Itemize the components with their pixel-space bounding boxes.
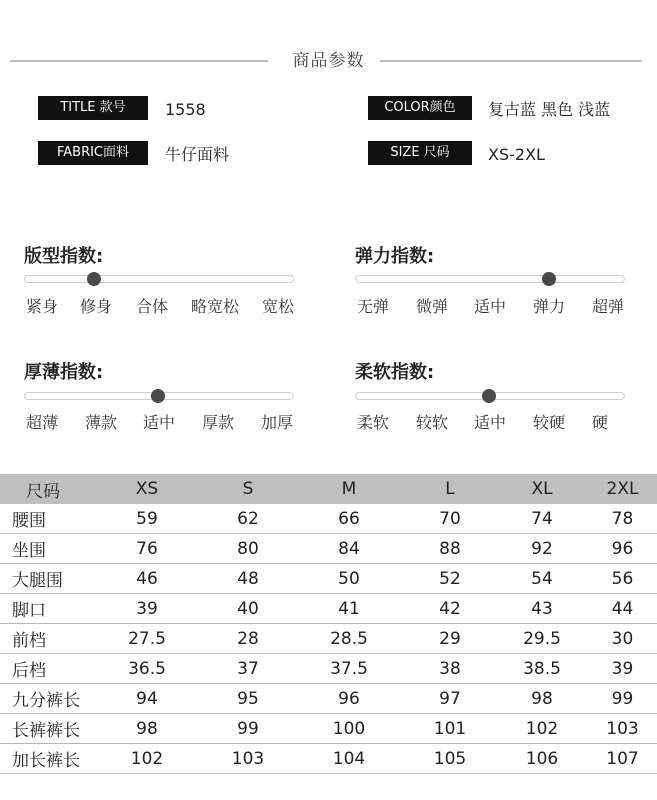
- table-cell: 94: [92, 684, 202, 714]
- table-cell: 104: [294, 744, 404, 774]
- table-cell: 106: [496, 744, 588, 774]
- row-label-cell: 腰围: [0, 504, 92, 534]
- table-cell: 37: [202, 654, 294, 684]
- row-label-cell: 坐围: [0, 534, 92, 564]
- table-cell: 80: [202, 534, 294, 564]
- row-label-cell: 长裤裤长: [0, 714, 92, 744]
- table-cell: 74: [496, 504, 588, 534]
- softness-index-marker: [482, 389, 496, 403]
- header-cell: 尺码: [0, 474, 92, 504]
- table-row: [0, 744, 657, 774]
- table-row: [0, 624, 657, 654]
- table-cell: 96: [294, 684, 404, 714]
- table-cell: 52: [404, 564, 496, 594]
- elasticity-index-title: 弹力指数:: [355, 246, 435, 267]
- table-cell: 105: [404, 744, 496, 774]
- table-row: [0, 504, 657, 534]
- table-cell: 95: [202, 684, 294, 714]
- table-cell: 48: [202, 564, 294, 594]
- row-label-cell: 大腿围: [0, 564, 92, 594]
- title-value: 1558: [165, 100, 206, 119]
- softness-index-title: 柔软指数:: [355, 362, 435, 383]
- table-cell: 28.5: [294, 624, 404, 654]
- table-row: [0, 684, 657, 714]
- fit-level-label: 宽松: [261, 297, 294, 316]
- table-cell: 70: [404, 504, 496, 534]
- table-cell: 41: [294, 594, 404, 624]
- row-label-cell: 后档: [0, 654, 92, 684]
- fit-index-track: [24, 275, 294, 283]
- table-cell: 78: [588, 504, 657, 534]
- fit-index-marker: [87, 272, 101, 286]
- table-cell: 36.5: [92, 654, 202, 684]
- title-tag: TITLE 款号: [38, 96, 148, 120]
- thickness-level-label: 超薄: [25, 413, 58, 432]
- size-chart-table: [0, 474, 657, 774]
- table-cell: 30: [588, 624, 657, 654]
- fabric-tag: FABRIC面料: [38, 141, 148, 165]
- table-cell: 42: [404, 594, 496, 624]
- table-cell: 46: [92, 564, 202, 594]
- softness-level-label: 较硬: [532, 413, 565, 432]
- table-cell: 101: [404, 714, 496, 744]
- table-cell: 102: [92, 744, 202, 774]
- header-cell: L: [404, 474, 496, 504]
- table-cell: 38: [404, 654, 496, 684]
- size-tag: SIZE 尺码: [368, 141, 472, 165]
- elasticity-index-marker: [542, 272, 556, 286]
- elasticity-index-track: [355, 275, 625, 283]
- table-cell: 29: [404, 624, 496, 654]
- table-cell: 56: [588, 564, 657, 594]
- table-cell: 40: [202, 594, 294, 624]
- table-cell: 98: [496, 684, 588, 714]
- row-label-cell: 九分裤长: [0, 684, 92, 714]
- thickness-index-title: 厚薄指数:: [24, 362, 104, 383]
- section-title: 商品参数: [292, 51, 365, 71]
- table-row: [0, 594, 657, 624]
- elasticity-level-label: 弹力: [532, 297, 565, 316]
- row-label-cell: 前档: [0, 624, 92, 654]
- table-cell: 100: [294, 714, 404, 744]
- header-cell: XL: [496, 474, 588, 504]
- softness-level-label: 柔软: [356, 413, 389, 432]
- thickness-level-label: 薄款: [84, 413, 117, 432]
- header-cell: M: [294, 474, 404, 504]
- table-row: [0, 564, 657, 594]
- fabric-value: 牛仔面料: [165, 145, 230, 164]
- table-cell: 96: [588, 534, 657, 564]
- softness-level-label: 适中: [473, 413, 506, 432]
- table-cell: 37.5: [294, 654, 404, 684]
- thickness-level-label: 加厚: [260, 413, 293, 432]
- thickness-level-label: 适中: [142, 413, 175, 432]
- table-cell: 62: [202, 504, 294, 534]
- thickness-index-marker: [151, 389, 165, 403]
- table-header-row: [0, 474, 657, 504]
- table-cell: 27.5: [92, 624, 202, 654]
- table-cell: 84: [294, 534, 404, 564]
- table-cell: 107: [588, 744, 657, 774]
- table-cell: 38.5: [496, 654, 588, 684]
- elasticity-level-label: 无弹: [356, 297, 389, 316]
- table-cell: 103: [202, 744, 294, 774]
- table-cell: 97: [404, 684, 496, 714]
- thickness-level-label: 厚款: [201, 413, 234, 432]
- table-cell: 39: [588, 654, 657, 684]
- elasticity-level-label: 适中: [473, 297, 506, 316]
- table-cell: 98: [92, 714, 202, 744]
- fit-level-label: 合体: [135, 297, 168, 316]
- fit-level-label: 紧身: [25, 297, 58, 316]
- table-cell: 29.5: [496, 624, 588, 654]
- header-cell: S: [202, 474, 294, 504]
- table-cell: 66: [294, 504, 404, 534]
- table-row: [0, 654, 657, 684]
- table-cell: 54: [496, 564, 588, 594]
- table-cell: 59: [92, 504, 202, 534]
- softness-level-label: 较软: [415, 413, 448, 432]
- table-row: [0, 714, 657, 744]
- fit-index-title: 版型指数:: [24, 246, 104, 267]
- size-value: XS-2XL: [488, 145, 545, 164]
- table-cell: 76: [92, 534, 202, 564]
- color-value: 复古蓝 黑色 浅蓝: [488, 100, 611, 119]
- row-label-cell: 脚口: [0, 594, 92, 624]
- fit-level-label: 修身: [79, 297, 112, 316]
- table-cell: 39: [92, 594, 202, 624]
- table-cell: 102: [496, 714, 588, 744]
- softness-level-label: 硬: [591, 413, 608, 432]
- header-cell: 2XL: [588, 474, 657, 504]
- table-row: [0, 534, 657, 564]
- color-tag: COLOR颜色: [368, 96, 472, 120]
- table-cell: 103: [588, 714, 657, 744]
- table-cell: 50: [294, 564, 404, 594]
- elasticity-level-label: 超弹: [591, 297, 624, 316]
- elasticity-level-label: 微弹: [415, 297, 448, 316]
- table-cell: 28: [202, 624, 294, 654]
- table-cell: 99: [588, 684, 657, 714]
- row-label-cell: 加长裤长: [0, 744, 92, 774]
- table-cell: 44: [588, 594, 657, 624]
- table-cell: 92: [496, 534, 588, 564]
- table-cell: 43: [496, 594, 588, 624]
- table-cell: 88: [404, 534, 496, 564]
- fit-level-label: 略宽松: [190, 297, 239, 316]
- header-cell: XS: [92, 474, 202, 504]
- table-cell: 99: [202, 714, 294, 744]
